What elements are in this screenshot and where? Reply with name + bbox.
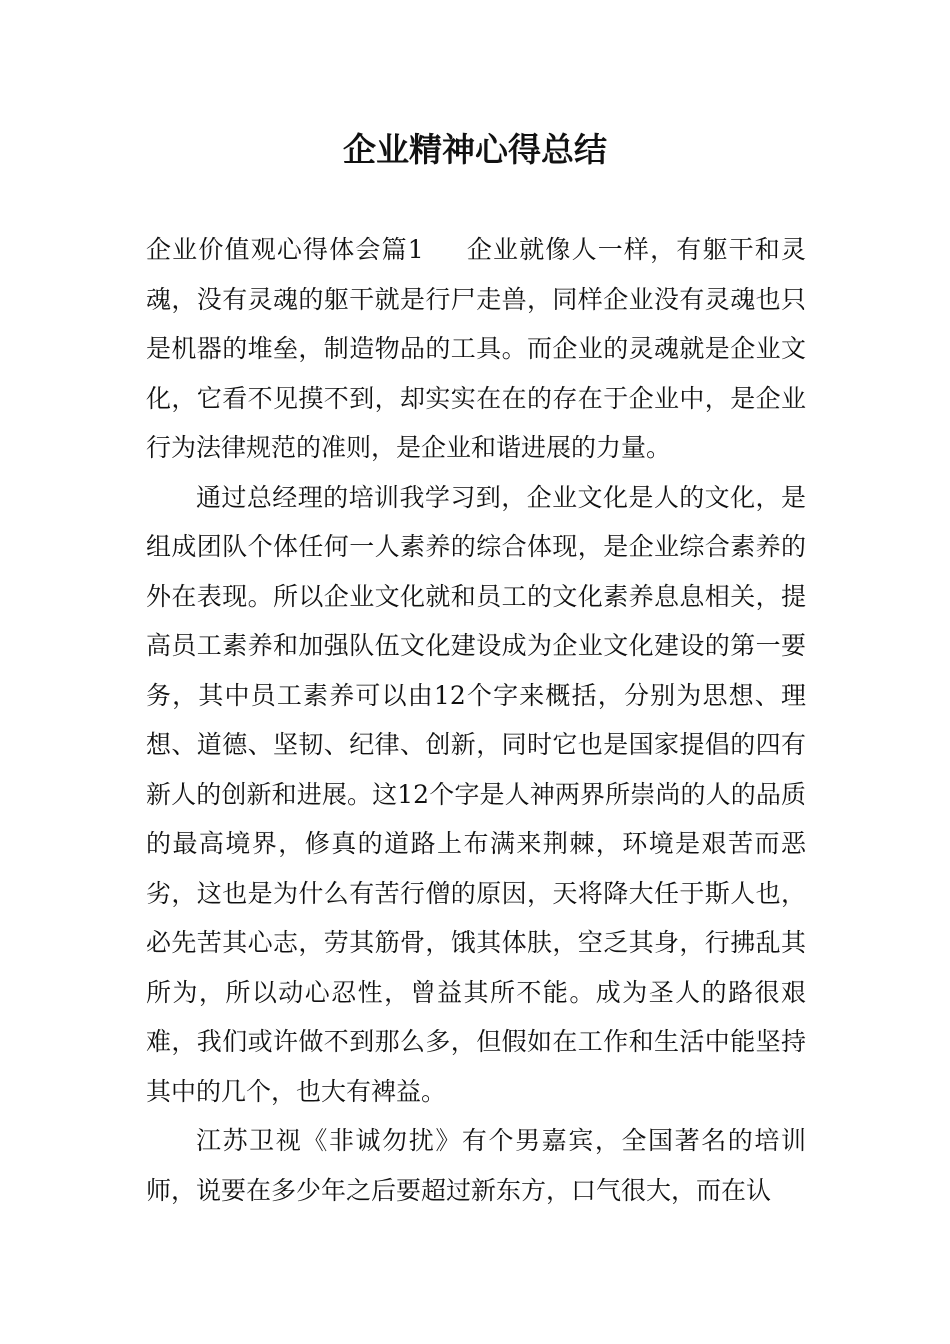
paragraph-text: 企业就像人一样，有躯干和灵魂，没有灵魂的躯干就是行尸走兽，同样企业没有灵魂也只是机器的堆垒，制造物品的工具。而企业的灵魂就是企业文化，它看不见摸不到，却实实在在的存在于企业中，是企业行为法律规范的准则，是企业和谐进展的力量。 bbox=[146, 235, 806, 462]
paragraph-2: 通过总经理的培训我学习到，企业文化是人的文化，是组成团队个体任何一人素养的综合体现，是企业综合素养的外在表现。所以企业文化就和员工的文化素养息息相关，提高员工素养和加强队伍文化建设成为企业文化建设的第一要务，其中员工素养可以由12个字来概括，分别为思想、理想、道德、坚韧、纪律、创新，同时它也是国家提倡的四有新人的创新和进展。这12个字是人神两界所崇尚的人的品质的最高境界，修真的道路上布满来荆棘，环境是艰苦而恶劣，这也是为什么有苦行僧的原因，天将降大任于斯人也，必先苦其心志，劳其筋骨，饿其体肤，空乏其身，行拂乱其所为，所以动心忍性，曾益其所不能。成为圣人的路很艰难，我们或许做不到那么多，但假如在工作和生活中能坚持其中的几个，也大有裨益。 bbox=[146, 482, 806, 1106]
document-body bbox=[146, 225, 806, 1215]
document-title: 企业精神心得总结 bbox=[343, 130, 607, 169]
paragraph-3: 江苏卫视《非诚勿扰》有个男嘉宾，全国著名的培训师，说要在多少年之后要超过新东方，口气很大，而在认 bbox=[146, 1126, 806, 1205]
paragraph-1 bbox=[146, 225, 806, 473]
section-heading: 企业价值观心得体会篇1 bbox=[146, 235, 424, 264]
